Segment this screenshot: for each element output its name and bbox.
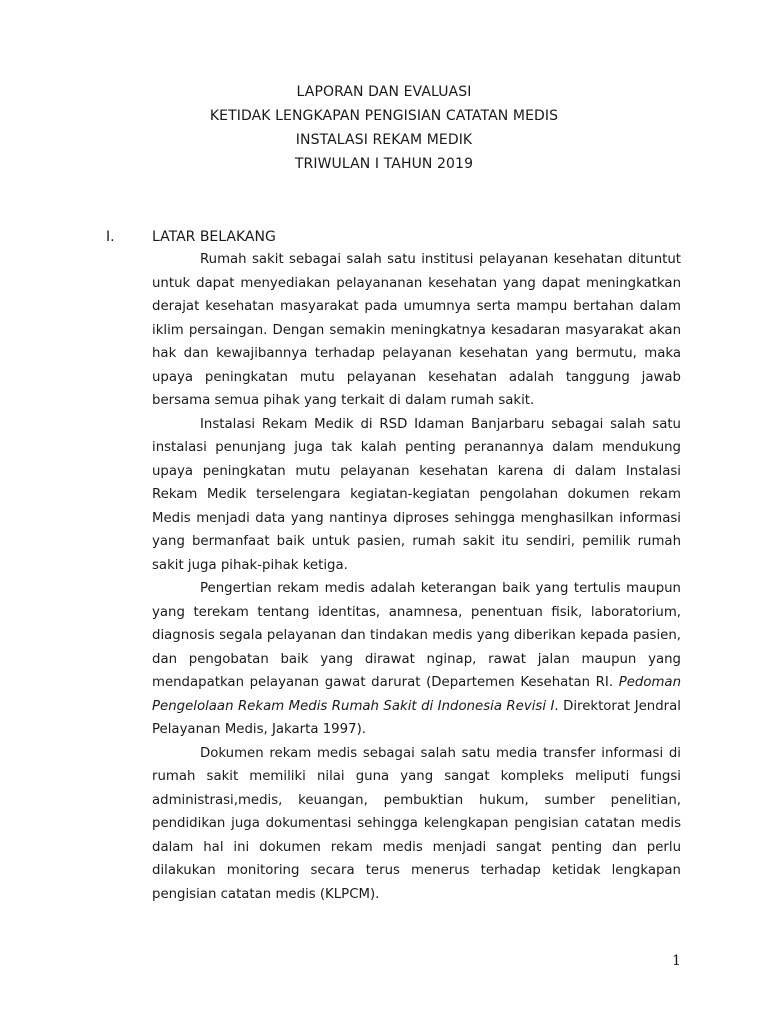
title-line-3: INSTALASI REKAM MEDIK: [295, 132, 473, 148]
section-number: I.: [106, 229, 115, 245]
page-number: 1: [672, 953, 681, 969]
section-heading: [106, 226, 681, 248]
section-title: LATAR BELAKANG: [152, 229, 276, 245]
title-line-4: TRIWULAN I TAHUN 2019: [294, 156, 474, 172]
title-line-2: KETIDAK LENGKAPAN PENGISIAN CATATAN MEDIS: [209, 108, 559, 124]
paragraph-2: Instalasi Rekam Medik di RSD Idaman Banjarbaru sebagai salah satu instalasi penunjang juga tak kalah penting peranannya dalam mendukung upaya peningkatan mutu pelayanan kesehatan karena di dalam Instalasi Rekam Medik terselengara kegiatan-kegiatan pengolahan dokumen rekam Medis menjadi data yang nantinya diproses sehingga menghasilkan informasi yang bermanfaat baik untuk pasien, rumah sakit itu sendiri, pemilik rumah sakit juga pihak-pihak ketiga.: [152, 416, 681, 573]
paragraph-3-citation-rest: . Direktorat Jendral Pelayanan Medis, Jakarta 1997).: [152, 698, 681, 737]
section-latar-belakang: [106, 226, 681, 906]
section-body: [152, 248, 681, 906]
paragraph-3-citation-title: Pedoman Pengelolaan Rekam Medis Rumah Sakit di Indonesia Revisi I: [152, 675, 681, 714]
paragraph-3-text: Pengertian rekam medis adalah keterangan baik yang tertulis maupun yang terekam tentang identitas, anamnesa, penentuan fisik, laboratorium, diagnosis segala pelayanan dan tindakan medis yang diberikan kepada pasien, dan pengobatan baik yang dirawat nginap, rawat jalan maupun yang mendapatkan pelayanan gawat darurat (Departemen Kesehatan RI.: [152, 581, 681, 690]
paragraph-1: Rumah sakit sebagai salah satu institusi pelayanan kesehatan dituntut untuk dapat menyediakan pelayananan kesehatan yang dapat meningkatkan derajat kesehatan masyarakat pada umumnya serta mampu bertahan dalam iklim persaingan. Dengan semakin meningkatnya kesadaran masyarakat akan hak dan kewajibannya terhadap pelayanan kesehatan yang bermutu, maka upaya peningkatan mutu pelayanan kesehatan adalah tanggung jawab bersama semua pihak yang terkait di dalam rumah sakit.: [152, 252, 681, 408]
paragraph-4: Dokumen rekam medis sebagai salah satu media transfer informasi di rumah sakit memiliki nilai guna yang sangat kompleks meliputi fungsi administrasi,medis, keuangan, pembuktian hukum, sumber penelitian, pendidikan juga dokumentasi sehingga kelengkapan pengisian catatan medis dalam hal ini dokumen rekam medis menjadi sangat penting dan perlu dilakukan monitoring secara terus menerus terhadap ketidak lengkapan pengisian catatan medis (KLPCM).: [152, 745, 681, 902]
document-title: [0, 80, 768, 176]
paragraph-3: [152, 577, 681, 742]
title-line-1: LAPORAN DAN EVALUASI: [296, 84, 472, 100]
